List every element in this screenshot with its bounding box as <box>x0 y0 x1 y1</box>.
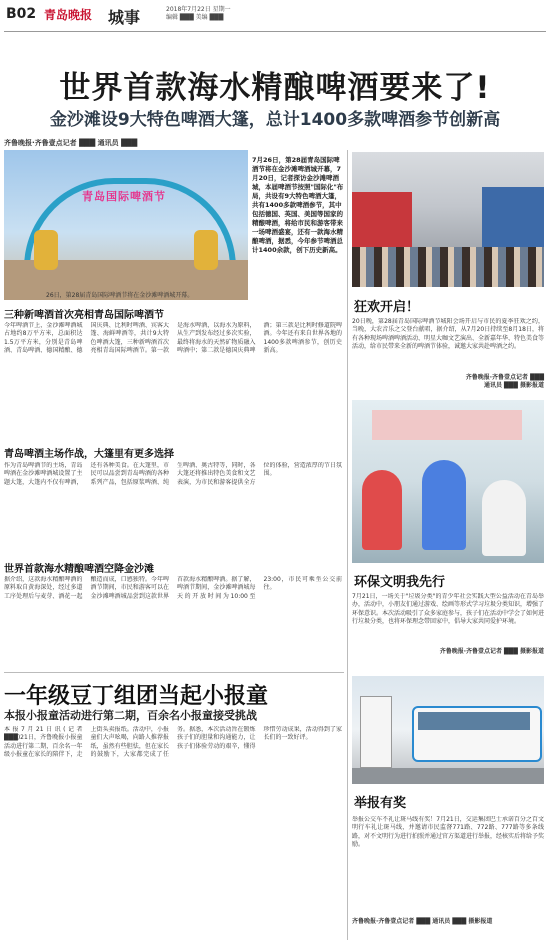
section2-text: 作为青岛啤酒节的主场，青岛啤酒在金沙滩啤酒城设置了主题大篷，大篷内不仅有啤酒，还有各种美食。在大篷里，市民可以品尝到青岛啤酒的各种系列产品，包括原浆啤酒、纯生啤酒、奥古特等，同时，各大篷还将推出特色美食和文艺表演，为市民和游客提供全方位的体验，营造浓厚的节日氛围。 <box>4 462 342 486</box>
right-mid-text: 7月21日，一场关于"垃圾分类"的青少年社会实践大型公益活动在青岛举办，活动中，小朋友们通过游戏、绘画等形式学习垃圾分类知识，增强了环保意识。本次活动吸引了众多家庭参与，孩子们在活动中学会了如何进行垃圾分类，也将环保理念带回家中，倡导大家共同爱护环境。 <box>352 593 544 626</box>
tent <box>482 187 544 247</box>
child-figure <box>362 470 402 550</box>
section2-title: 青岛啤酒主场作战，大篷里有更多选择 <box>4 449 174 460</box>
section1-text: 今年啤酒节上，金沙滩啤酒城占地约8万平方米，总面积达1.5万平方米，分别是青岛啤酒、青岛啤酒、德国精酿、德国庆典、比利时啤酒、宾客大篷、海鲜啤酒等，共计9大特色啤酒大篷，三种新啤酒首次亮相青岛国际啤酒节。第一款是海水啤酒，以海水为原料，从生产到发布经过多次实验，最终将海水的天然矿物质融入啤酒中；第二款是德国庆典啤酒；第三款是比利时修道院啤酒。今年还有来自世界各地的1400多款啤酒参节，创历史新高。 <box>4 322 342 355</box>
crowd-photo <box>352 152 544 287</box>
child-figure <box>422 460 466 550</box>
header-meta <box>166 6 306 22</box>
person-figure <box>360 696 392 768</box>
banner <box>372 410 522 440</box>
road <box>352 768 544 784</box>
bottom-right-text: 举报公交车不礼让斑马线有奖！7月21日，交运集团巴士承诺百分之百文明行车礼让斑马线，并邀请市民监督771路、772路、777路等多条线路，对不文明行为进行拍照并通过官方渠道进行举报，经核实后将给予奖励。 <box>352 816 544 849</box>
column-divider <box>347 150 348 940</box>
right-top-title: 狂欢开启！ <box>354 300 420 315</box>
bottom-left-subtitle: 本报小报童活动进行第二期，百余名小报童接受挑战 <box>4 709 257 722</box>
main-headline: 世界首款海水精酿啤酒要来了! <box>59 70 491 106</box>
kids-photo <box>352 400 544 563</box>
lead-paragraph: 7月26日，第28届青岛国际啤酒节将在金沙滩啤酒城开幕，7月20日，记者探访金沙滩啤酒城，本届啤酒节按照"国际化"布局，共设有9大特色啤酒大篷，共有1400多款啤酒参节，其中包括德国、英国、美国等国家的精酿啤酒，将给市民和游客带来一场啤酒盛宴，还有一款海水精酿啤酒，据悉，今年参节啤酒总计1400余款，创下历史新高。 <box>252 156 344 254</box>
section3-text: 据介绍，这款海水精酿啤酒的原料取自黄海深处，经过多道工序处理后与麦芽、酒花一起酿造而成，口感独特。今年啤酒节期间，市民和游客可以在金沙滩啤酒城品尝到这款世界首款海水精酿啤酒。据了解，啤酒节期间，金沙滩啤酒城每天的开放时间为10:00至23:00，市民可乘坐公交前往。 <box>4 576 342 600</box>
right-top-byline: 齐鲁晚报·齐鲁壹点记者 ███ 通讯员 ███ 摄影报道 <box>465 374 544 389</box>
bus-photo <box>352 676 544 784</box>
beer-glass-decor <box>34 230 58 270</box>
section3-title: 世界首款海水精酿啤酒空降金沙滩 <box>4 564 154 575</box>
editors: 编辑 ███ 美编 ███ <box>166 14 224 21</box>
bus-windows <box>418 712 530 730</box>
page-number: B02 <box>6 6 37 22</box>
page-header <box>0 0 550 34</box>
bottom-right-title: 举报有奖 <box>354 796 407 811</box>
main-subheadline: 金沙滩设9大特色啤酒大篷，总计1400多款啤酒参节创新高 <box>49 110 501 130</box>
section-name: 城事 <box>108 8 141 27</box>
newspaper-logo: 青岛晚报 <box>44 8 93 22</box>
crowd <box>352 247 544 287</box>
child-figure <box>482 480 526 556</box>
beer-glass-decor <box>194 230 218 270</box>
bottom-left-title: 一年级豆丁组团当起小报童 <box>4 684 269 709</box>
main-byline: 齐鲁晚报·齐鲁壹点记者 ███ 通讯员 ███ <box>4 139 138 147</box>
beer-festival-photo <box>4 150 248 300</box>
tent <box>352 192 412 247</box>
arch-sign: 青岛国际啤酒节 <box>82 190 166 203</box>
header-rule <box>4 31 546 32</box>
bottom-left-text: 本报7月21日讯(记者 ███)21日，齐鲁晚报小报童活动进行第二期，百余名一年级小报童在家长的陪伴下，走上街头卖报纸。活动中，小报童们大声吆喝，向路人推荐报纸，虽然有些胆怯，但在家长的鼓励下，大家都完成了任务。据悉，本次活动旨在锻炼孩子们的胆量和沟通能力，让孩子们体验劳动的艰辛，懂得珍惜劳动成果，活动得到了家长们的一致好评。 <box>4 726 342 759</box>
photo-caption: 26日，第28届青岛国际啤酒节将在金沙滩啤酒城开幕。 <box>46 292 194 299</box>
date-line: 2018年7月22日 星期一 <box>166 6 231 13</box>
section1-title: 三种新啤酒首次亮相青岛国际啤酒节 <box>4 310 164 321</box>
right-top-text: 20日晚，第28届青岛国际啤酒节城阳会场开启与市民的夏季狂欢之约，当晚，大农音乐之父登台献唱，据介绍，从7月20日持续至8月18日，将有各种现场啤酒啤酒活动、明星大咖文艺演出、全新嘉年华、特色美食等活动，给市民带来全新的啤酒节体验，诚邀大家共赴啤酒之约。 <box>352 318 544 351</box>
right-mid-byline: 齐鲁晚报·齐鲁壹点记者 ███ 摄影报道 <box>439 648 544 655</box>
bottom-right-byline: 齐鲁晚报·齐鲁壹点记者 ███ 通讯员 ███ 摄影报道 <box>352 918 493 925</box>
section-divider <box>4 672 344 673</box>
right-mid-title: 环保文明我先行 <box>354 575 446 590</box>
